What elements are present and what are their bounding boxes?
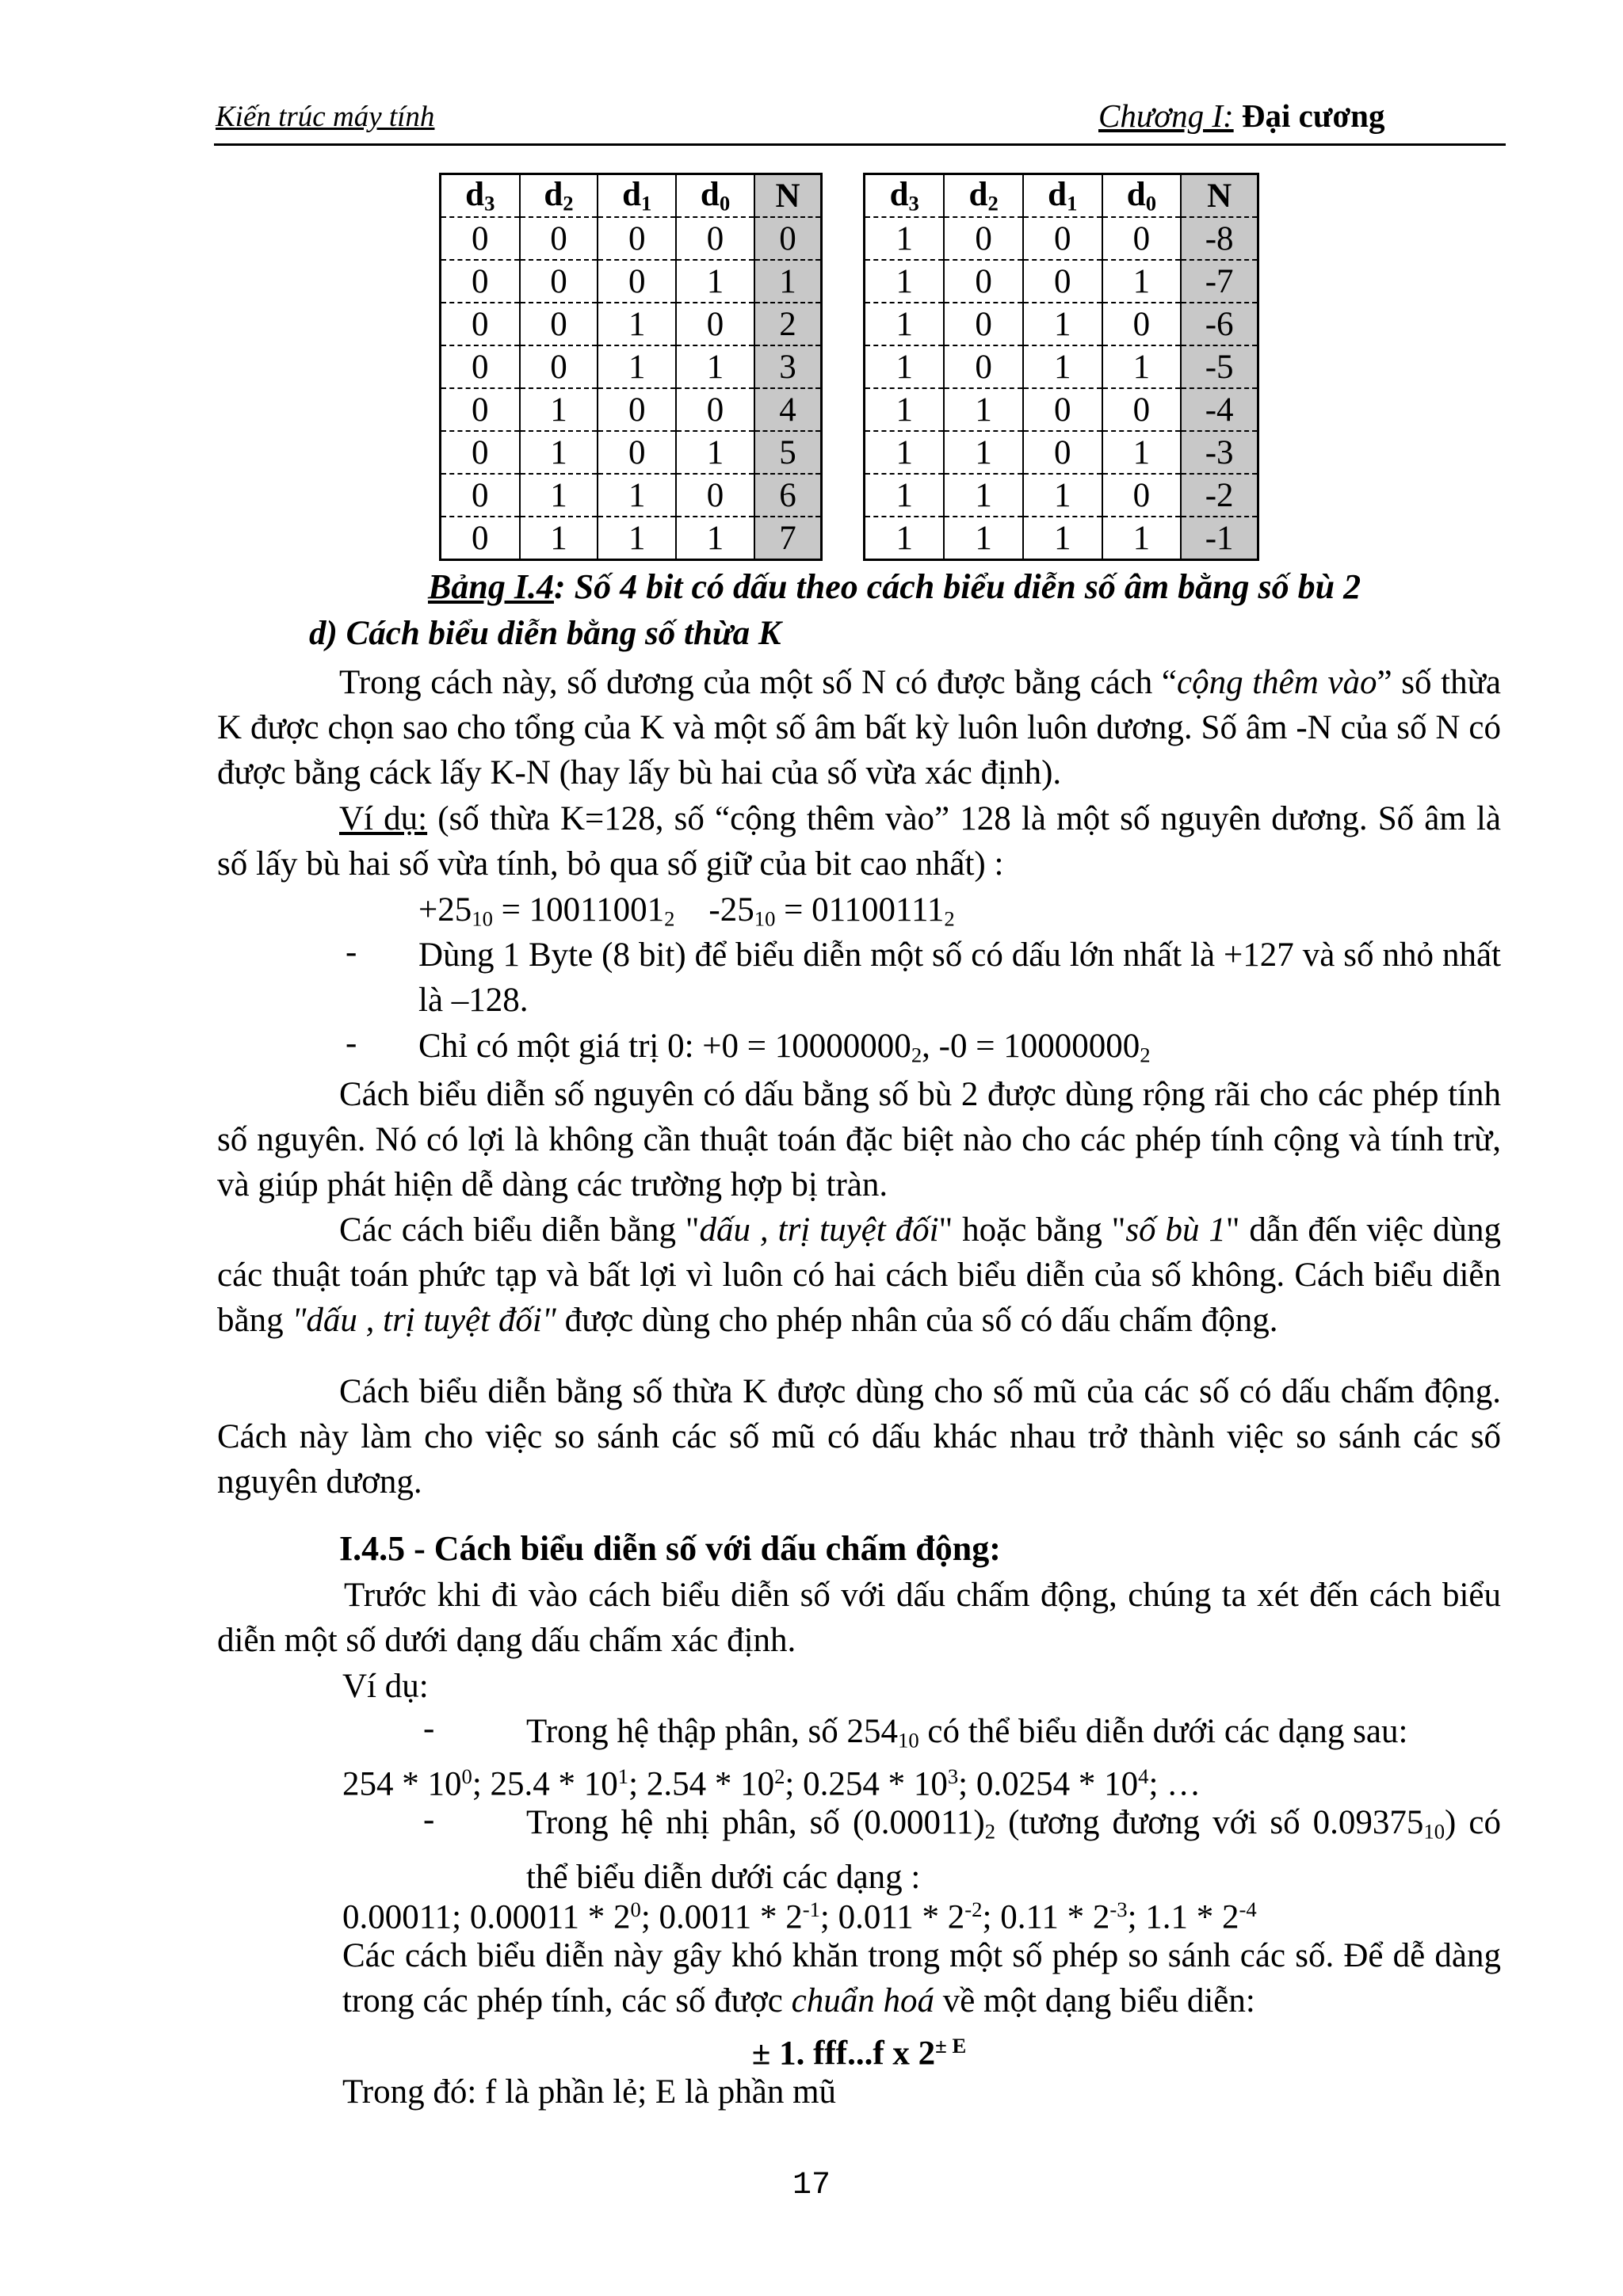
bit-cell: 0	[520, 260, 598, 303]
value-cell: -1	[1181, 517, 1258, 560]
bit-cell: 1	[865, 345, 945, 388]
bit-cell: 1	[520, 474, 598, 517]
value-cell: -7	[1181, 260, 1258, 303]
table-row	[865, 474, 1258, 517]
bullet-2: Chỉ có một giá trị 0: $+0 = 10000000_2$, $-0 = 10000000_2$	[418, 1028, 1151, 1067]
bit-cell: 1	[1102, 431, 1182, 474]
section-d-paragraph-1: Trong cách này, số dương của một số N có được bằng cách “cộng thêm vào” số thừa K được chọn sao cho tổng của K và một số âm bất kỳ luôn luôn dương. Số âm -N của số N có được bằng cáck lấy K-N (hay lấy bù hai của số vừa xác định).	[217, 664, 1501, 791]
section-145-title: I.4.5 - Cách biểu diễn số với dấu chấm động:	[339, 1529, 1001, 1568]
bit-cell: 1	[944, 388, 1023, 431]
section-d-title: d) Cách biểu diễn bằng số thừa K	[309, 615, 781, 652]
table-positive	[439, 173, 823, 561]
form-mantissa: 0.011 * 2	[838, 1898, 965, 1936]
bit-cell: 0	[1023, 260, 1102, 303]
bullet-dash-1: -	[346, 933, 357, 971]
bit-cell: 0	[1102, 303, 1182, 345]
bit-cell: 0	[944, 303, 1023, 345]
table-right-header-2: $d_1$	[1023, 174, 1102, 218]
binary-dash: -	[423, 1801, 435, 1838]
bit-cell: 0	[676, 474, 754, 517]
bit-cell: 0	[441, 345, 520, 388]
bit-cell: 0	[1023, 217, 1102, 260]
bit-cell: 0	[1023, 431, 1102, 474]
decimal-line: Trong hệ thập phân, số $254_{10}$ có thể biểu diễn dưới các dạng sau:	[526, 1713, 1408, 1753]
bit-cell: 0	[676, 388, 754, 431]
table-left-header-1: $d_2$	[520, 174, 598, 218]
bit-cell: 1	[1102, 517, 1182, 560]
page-number: 17	[792, 2168, 831, 2203]
value-cell: 4	[754, 388, 822, 431]
form-exponent: 0	[630, 1897, 641, 1921]
value-cell: -2	[1181, 474, 1258, 517]
table-right-header-1: $d_2$	[944, 174, 1023, 218]
bit-cell: 0	[944, 217, 1023, 260]
form-exponent: 4	[1138, 1764, 1149, 1788]
example-label-2: Ví dụ:	[342, 1668, 429, 1705]
bit-cell: 0	[441, 517, 520, 560]
bit-cell: 1	[944, 431, 1023, 474]
table-row	[441, 303, 822, 345]
table-row	[441, 388, 822, 431]
bit-cell: 0	[598, 260, 676, 303]
value-cell: 1	[754, 260, 822, 303]
example-paragraph: Ví dụ: (số thừa K=128, số “cộng thêm vào” 128 là một số nguyên dương. Số âm là số lấy bù hai số vừa tính, bỏ qua số giữ của bit cao nhất) :	[217, 800, 1501, 883]
bullet-dash-2: -	[346, 1024, 357, 1062]
bit-cell: 1	[1102, 260, 1182, 303]
form-mantissa: 0.254 * 10	[803, 1765, 948, 1803]
form-mantissa: 0.0011 * 2	[659, 1898, 803, 1936]
caption-label: Bảng I.4	[428, 567, 554, 606]
table-row	[441, 217, 822, 260]
form-mantissa: 2.54 * 10	[646, 1765, 775, 1803]
bit-cell: 1	[1023, 517, 1102, 560]
bit-cell: 1	[676, 431, 754, 474]
bit-cell: 1	[865, 431, 945, 474]
decimal-forms: $254 * 10^0$; $25.4 * 10^1$; $2.54 * 10^2$; $0.254 * 10^3$; $0.0254 * 10^4$; …	[342, 1764, 1201, 1803]
bit-cell: 0	[676, 303, 754, 345]
form-mantissa: 0.00011 * 2	[469, 1898, 631, 1936]
bit-cell: 0	[520, 217, 598, 260]
form-mantissa: 0.0254 * 10	[976, 1765, 1139, 1803]
form-exponent: 1	[617, 1764, 629, 1788]
bit-cell: 1	[676, 517, 754, 560]
form-exponent: -2	[964, 1897, 983, 1921]
chapter-name: Đại cương	[1241, 97, 1385, 134]
form-exponent: 3	[947, 1764, 959, 1788]
bit-cell: 1	[598, 474, 676, 517]
binary-line: Trong hệ nhị phân, số $(0.00011)_2$ (tương đương với số $0.09375_{10}$) có thể biểu diễn dưới các dạng :	[526, 1804, 1502, 1896]
table-row	[865, 431, 1258, 474]
section-145-paragraph-2: Các cách biểu diễn này gây khó khăn trong một số phép so sánh các số. Để dễ dàng trong các phép tính, các số được chuẩn hoá về một dạng biểu diễn:	[342, 1937, 1501, 2019]
binary-forms: 0.00011; $0.00011 * 2^0$; $0.0011 * 2^{-1}$; $0.011 * 2^{-2}$; $0.11 * 2^{-3}$; $1.1 * 2^{-4}$	[342, 1897, 1257, 1936]
bit-cell: 1	[520, 517, 598, 560]
table-row	[865, 303, 1258, 345]
value-cell: -8	[1181, 217, 1258, 260]
running-header-right	[1098, 97, 1384, 135]
bit-cell: 1	[676, 345, 754, 388]
formula-explanation: Trong đó: f là phần lẻ; E là phần mũ	[342, 2073, 837, 2111]
value-cell: -3	[1181, 431, 1258, 474]
table-left-header-3: $d_0$	[676, 174, 754, 218]
bit-cell: 1	[1023, 345, 1102, 388]
value-cell: 3	[754, 345, 822, 388]
bit-cell: 1	[865, 517, 945, 560]
table-caption	[428, 564, 1458, 609]
bit-cell: 0	[944, 260, 1023, 303]
bit-cell: 0	[441, 260, 520, 303]
value-cell: 2	[754, 303, 822, 345]
form-exponent: -1	[802, 1897, 820, 1921]
form-mantissa: 254 * 10	[342, 1765, 462, 1803]
table-right-header-4: N	[1181, 174, 1258, 218]
bit-cell: 0	[441, 474, 520, 517]
decimal-dash: -	[423, 1710, 435, 1747]
bit-cell: 0	[598, 388, 676, 431]
header-rule	[214, 143, 1506, 146]
bit-cell: 1	[865, 303, 945, 345]
table-right-header-0: $d_3$	[865, 174, 945, 218]
bit-cell: 0	[944, 345, 1023, 388]
bit-cell: 0	[1102, 388, 1182, 431]
form-exponent: 2	[774, 1764, 785, 1788]
bit-cell: 1	[1023, 303, 1102, 345]
bit-cell: 1	[598, 303, 676, 345]
bit-cell: 0	[441, 303, 520, 345]
bit-cell: 0	[441, 388, 520, 431]
table-negative	[863, 173, 1259, 561]
bit-cell: 1	[598, 345, 676, 388]
bit-cell: 0	[1102, 217, 1182, 260]
bit-cell: 0	[441, 431, 520, 474]
table-left-header-4: N	[754, 174, 822, 218]
bit-cell: 1	[520, 388, 598, 431]
bit-cell: 1	[598, 517, 676, 560]
section-d-paragraph-3: Các cách biểu diễn bằng "dấu , trị tuyệt đối" hoặc bằng "số bù 1" dẫn đến việc dùng các thuật toán phức tạp và bất lợi vì luôn có hai cách biểu diễn của số không. Cách biểu diễn bằng "dấu , trị tuyệt đối" được dùng cho phép nhân của số có dấu chấm động.	[217, 1211, 1502, 1339]
value-cell: 6	[754, 474, 822, 517]
bit-cell: 1	[1023, 474, 1102, 517]
table-row	[441, 260, 822, 303]
table-right-header-3: $d_0$	[1102, 174, 1182, 218]
running-header-left: Kiến trúc máy tính	[216, 101, 435, 133]
bit-cell: 0	[520, 345, 598, 388]
form-mantissa: 1.1 * 2	[1145, 1898, 1239, 1936]
table-left-header-0: $d_3$	[441, 174, 520, 218]
bit-cell: 1	[944, 474, 1023, 517]
bit-cell: 1	[1102, 345, 1182, 388]
value-cell: 5	[754, 431, 822, 474]
table-row	[441, 474, 822, 517]
excess-k-equation: $+25_{10} = 10011001_2$ $-25_{10} = 01100111_2$	[418, 891, 955, 931]
value-cell: 0	[754, 217, 822, 260]
table-row	[865, 345, 1258, 388]
form-mantissa: 0.11 * 2	[1000, 1898, 1110, 1936]
value-cell: 7	[754, 517, 822, 560]
bit-cell: 1	[676, 260, 754, 303]
form-mantissa: 25.4 * 10	[490, 1765, 618, 1803]
value-cell: -4	[1181, 388, 1258, 431]
form-exponent: -4	[1239, 1897, 1257, 1921]
chapter-label: Chương I:	[1098, 97, 1234, 134]
bit-cell: 0	[1102, 474, 1182, 517]
bit-cell: 1	[520, 431, 598, 474]
section-145-paragraph-1: Trước khi đi vào cách biểu diễn số với dấu chấm động, chúng ta xét đến cách biểu diễn một số dưới dạng dấu chấm xác định.	[217, 1577, 1501, 1659]
bit-cell: 1	[865, 217, 945, 260]
table-left-header-2: $d_1$	[598, 174, 676, 218]
bullet-1: Dùng 1 Byte (8 bit) để biểu diễn một số có dấu lớn nhất là +127 và số nhỏ nhất là –128.	[418, 936, 1501, 1019]
table-row	[865, 260, 1258, 303]
caption-text: : Số 4 bit có dấu theo cách biểu diễn số âm bằng số bù 2	[553, 567, 1361, 606]
section-d-paragraph-4: Cách biểu diễn bằng số thừa K được dùng cho số mũ của các số có dấu chấm động. Cách này làm cho việc so sánh các số mũ có dấu khác nhau trở thành việc so sánh các số nguyên dương.	[217, 1373, 1501, 1501]
section-d-paragraph-2: Cách biểu diễn số nguyên có dấu bằng số bù 2 được dùng rộng rãi cho các phép tính số nguyên. Nó có lợi là không cần thuật toán đặc biệt nào cho các phép tính cộng và tính trừ, và giúp phát hiện dễ dàng các trường hợp bị tràn.	[217, 1076, 1501, 1203]
value-cell: -6	[1181, 303, 1258, 345]
table-row	[441, 517, 822, 560]
bit-cell: 0	[598, 217, 676, 260]
normalized-formula: ± 1. fff...f x $2^{\pm E}$	[751, 2034, 967, 2073]
bit-cell: 0	[1023, 388, 1102, 431]
form-exponent: 0	[461, 1764, 472, 1788]
bit-cell: 0	[676, 217, 754, 260]
form-exponent: -3	[1109, 1897, 1128, 1921]
bit-cell: 1	[865, 388, 945, 431]
table-row	[441, 431, 822, 474]
table-row	[441, 345, 822, 388]
value-cell: -5	[1181, 345, 1258, 388]
table-row	[865, 388, 1258, 431]
table-row	[865, 217, 1258, 260]
bit-cell: 0	[598, 431, 676, 474]
bit-cell: 1	[865, 260, 945, 303]
bit-cell: 1	[944, 517, 1023, 560]
table-row	[865, 517, 1258, 560]
bit-cell: 0	[441, 217, 520, 260]
bit-cell: 1	[865, 474, 945, 517]
bit-cell: 0	[520, 303, 598, 345]
